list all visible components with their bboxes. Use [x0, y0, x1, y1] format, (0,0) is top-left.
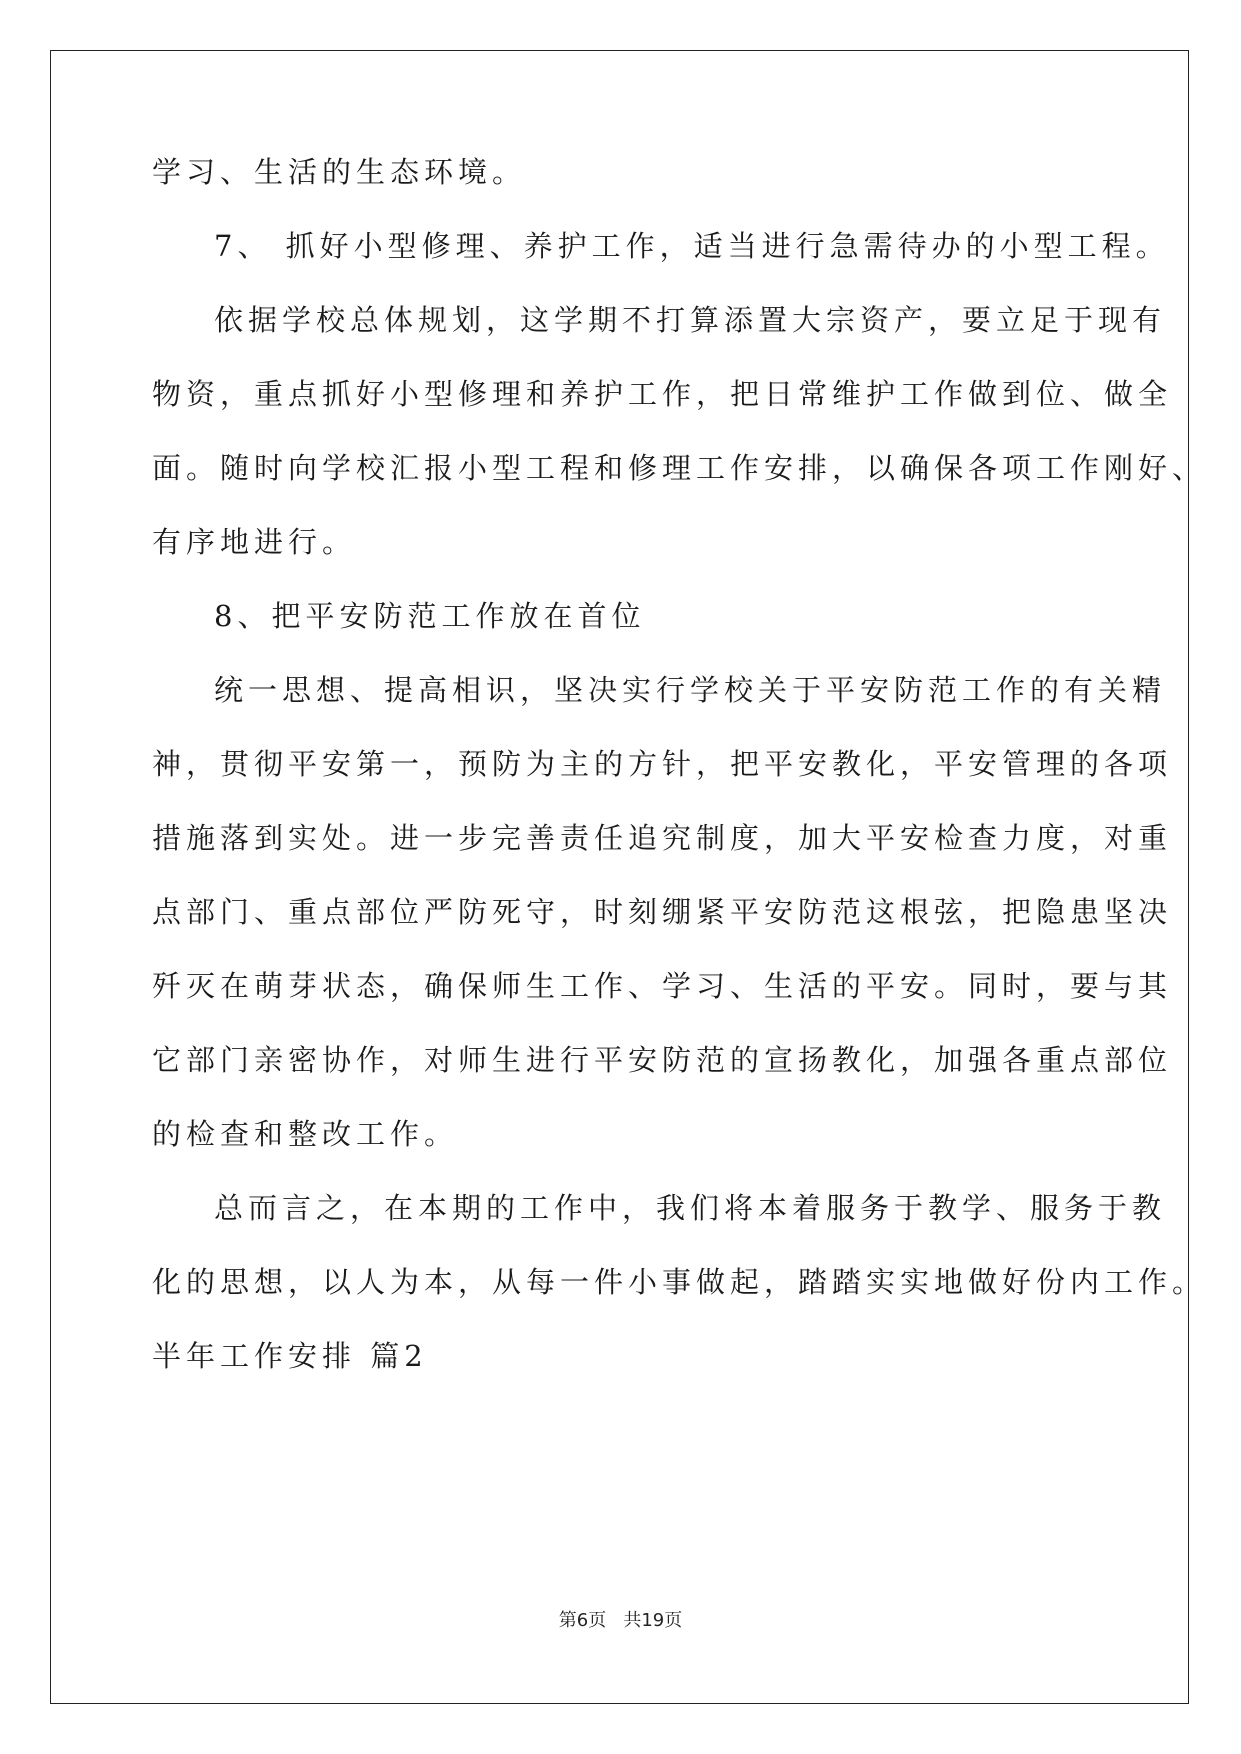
paragraph-line: 化的思想，以人为本，从每一件小事做起，踏踏实实地做好份内工作。: [152, 1265, 1207, 1299]
paragraph-line: 有序地进行。: [152, 525, 357, 559]
paragraph-line: 学习、生活的生态环境。: [152, 155, 527, 189]
footer-suffix: 页: [664, 1610, 683, 1631]
numbered-item-heading: 8、把平安防范工作放在首位: [214, 599, 646, 633]
paragraph-line: 的检查和整改工作。: [152, 1117, 459, 1151]
numbered-item-heading: 7、 抓好小型修理、养护工作，适当进行急需待办的小型工程。: [214, 229, 1170, 263]
paragraph-line: 总而言之，在本期的工作中，我们将本着服务于教学、服务于教: [214, 1191, 1167, 1225]
section-heading: 半年工作安排 篇2: [152, 1339, 428, 1373]
paragraph-line: 依据学校总体规划，这学期不打算添置大宗资产，要立足于现有: [214, 303, 1167, 337]
total-page-number: 19: [641, 1610, 665, 1631]
paragraph-line: 统一思想、提高相识，坚决实行学校关于平安防范工作的有关精: [214, 673, 1167, 707]
current-page-number: 6: [576, 1610, 589, 1631]
paragraph-line: 点部门、重点部位严防死守，时刻绷紧平安防范这根弦，把隐患坚决: [152, 895, 1173, 929]
paragraph-line: 歼灭在萌芽状态，确保师生工作、学习、生活的平安。同时，要与其: [152, 969, 1173, 1003]
paragraph-line: 面。随时向学校汇报小型工程和修理工作安排，以确保各项工作刚好、: [152, 451, 1207, 485]
paragraph-line: 措施落到实处。进一步完善责任追究制度，加大平安检查力度，对重: [152, 821, 1173, 855]
paragraph-line: 神，贯彻平安第一，预防为主的方针，把平安教化，平安管理的各项: [152, 747, 1173, 781]
footer-mid: 页 共: [588, 1610, 642, 1631]
footer-prefix: 第: [558, 1610, 577, 1631]
page-number-footer: [0, 1610, 1241, 1632]
paragraph-line: 它部门亲密协作，对师生进行平安防范的宣扬教化，加强各重点部位: [152, 1043, 1173, 1077]
paragraph-line: 物资，重点抓好小型修理和养护工作，把日常维护工作做到位、做全: [152, 377, 1173, 411]
